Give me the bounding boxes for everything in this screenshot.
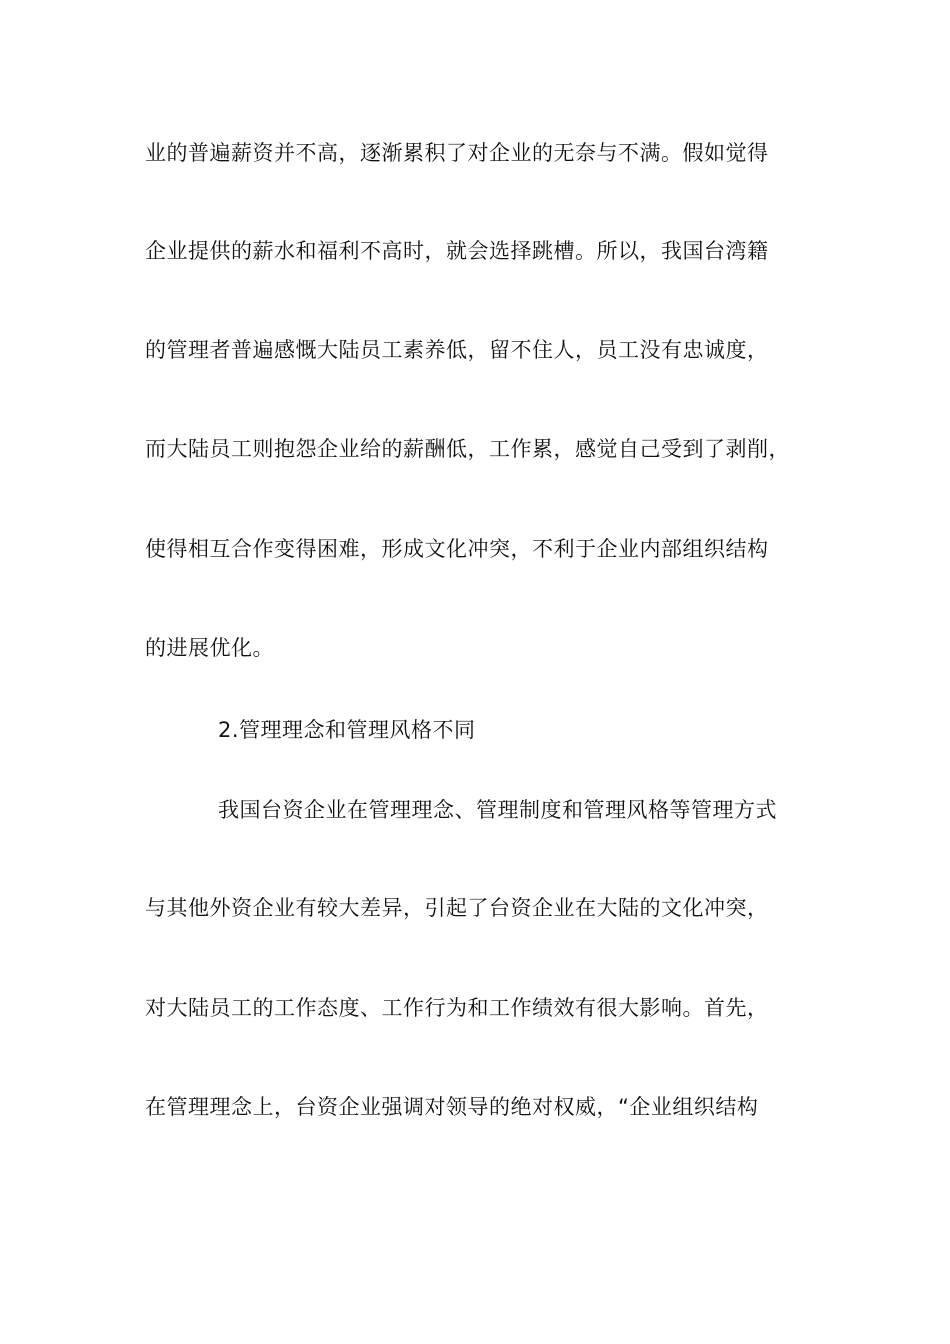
paragraph-line: 的管理者普遍感慨大陆员工素养低，留不住人，员工没有忠诚度，	[145, 338, 769, 362]
paragraph-line: 而大陆员工则抱怨企业给的薪酬低，工作累，感觉自己受到了剥削，	[145, 437, 790, 461]
paragraph-line: 的进展优化。	[145, 636, 274, 660]
paragraph-line: 与其他外资企业有较大差异，引起了台资企业在大陆的文化冲突，	[145, 896, 769, 920]
paragraph-line: 对大陆员工的工作态度、工作行为和工作绩效有很大影响。首先，	[145, 996, 769, 1020]
paragraph-line: 我国台资企业在管理理念、管理制度和管理风格等管理方式	[218, 798, 777, 822]
paragraph-line: 在管理理念上，台资企业强调对领导的绝对权威，“企业组织结构	[145, 1095, 759, 1119]
section-heading: 2.管理理念和管理风格不同	[218, 718, 476, 742]
paragraph-line: 业的普遍薪资并不高，逐渐累积了对企业的无奈与不满。假如觉得	[145, 141, 769, 165]
paragraph-line: 使得相互合作变得困难，形成文化冲突，不利于企业内部组织结构	[145, 537, 769, 561]
paragraph-line: 企业提供的薪水和福利不高时，就会选择跳槽。所以，我国台湾籍	[145, 239, 769, 263]
